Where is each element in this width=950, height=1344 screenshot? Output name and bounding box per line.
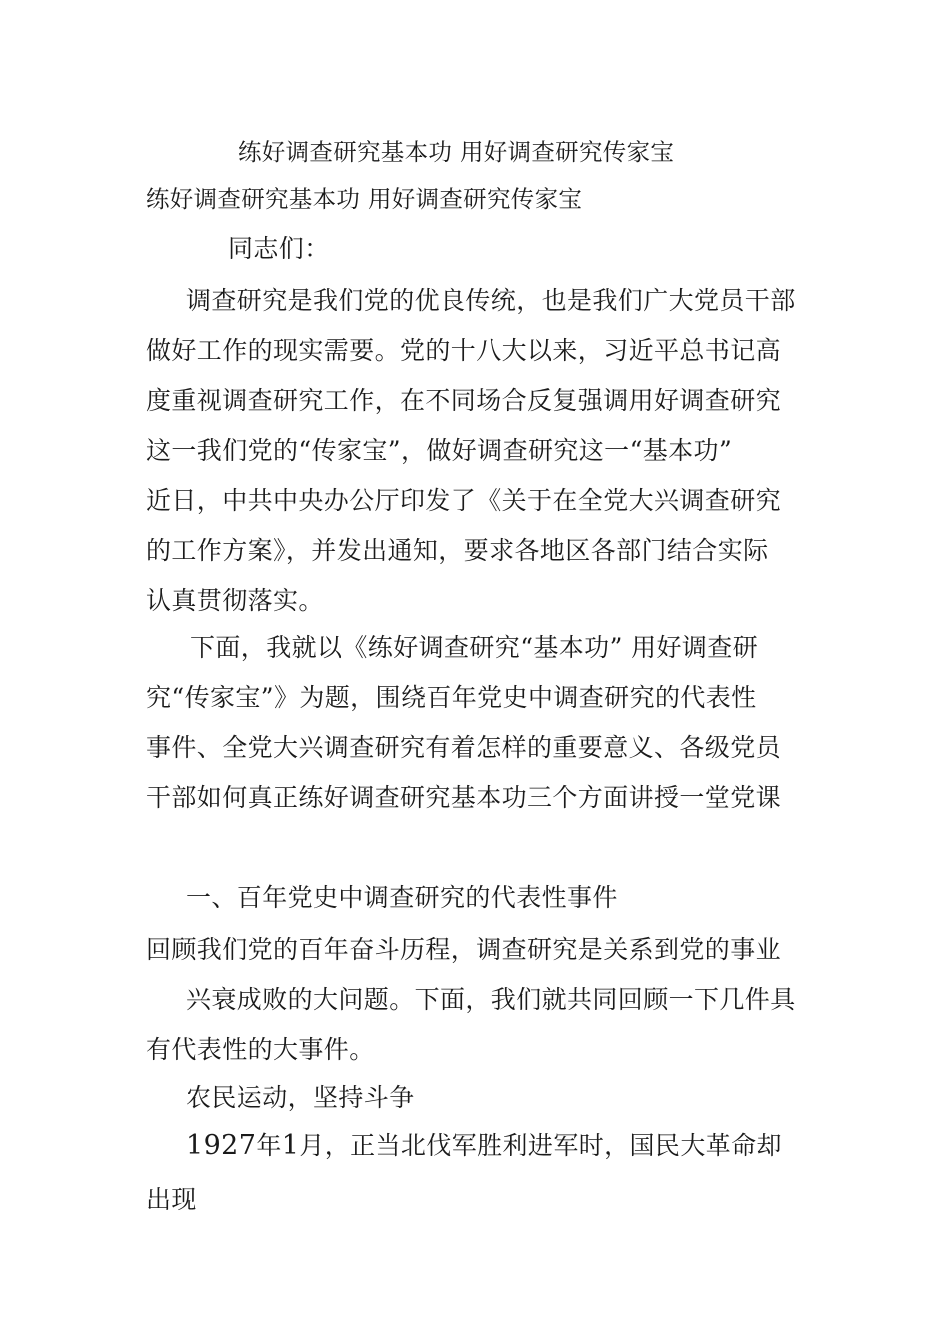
paragraph-line: 度重视调查研究工作，在不同场合反复强调用好调查研究 <box>146 386 782 415</box>
paragraph-line: 事件、全党大兴调查研究有着怎样的重要意义、各级党员 <box>146 733 782 762</box>
year-unit: 年 <box>256 1131 282 1160</box>
year-number: 1927 <box>186 1130 257 1161</box>
month-number: 1 <box>281 1130 300 1161</box>
paragraph-line: 近日，中共中央办公厅印发了《关于在全党大兴调查研究 <box>146 486 782 515</box>
paragraph-line: 做好工作的现实需要。党的十八大以来，习近平总书记高 <box>146 336 782 365</box>
paragraph-line: 有代表性的大事件。 <box>146 1035 375 1064</box>
subheading: 农民运动，坚持斗争 <box>186 1083 415 1112</box>
paragraph-line: 认真贯彻落实。 <box>146 586 324 615</box>
document-subtitle: 练好调查研究基本功 用好调查研究传家宝 <box>146 185 583 213</box>
paragraph-line: 调查研究是我们党的优良传统，也是我们广大党员干部 <box>186 286 796 315</box>
paragraph-line: 出现 <box>146 1185 197 1214</box>
paragraph-line <box>186 1128 782 1164</box>
paragraph-text: 月，正当北伐军胜利进军时，国民大革命却 <box>299 1131 782 1160</box>
paragraph-line: 干部如何真正练好调查研究基本功三个方面讲授一堂党课 <box>146 783 782 812</box>
paragraph-line: 兴衰成败的大问题。下面，我们就共同回顾一下几件具 <box>186 985 796 1014</box>
document-title: 练好调查研究基本功 用好调查研究传家宝 <box>238 138 675 166</box>
paragraph-line: 究“传家宝”》为题，围绕百年党史中调查研究的代表性 <box>146 683 757 712</box>
paragraph-line: 这一我们党的“传家宝”，做好调查研究这一“基本功” <box>146 436 733 465</box>
paragraph-line: 回顾我们党的百年奋斗历程，调查研究是关系到党的事业 <box>146 935 782 964</box>
salutation: 同志们： <box>228 234 330 263</box>
paragraph-line: 下面，我就以《练好调查研究“基本功” 用好调查研 <box>190 633 759 662</box>
section-heading: 一、百年党史中调查研究的代表性事件 <box>186 883 618 912</box>
paragraph-line: 的工作方案》，并发出通知，要求各地区各部门结合实际 <box>146 536 769 565</box>
